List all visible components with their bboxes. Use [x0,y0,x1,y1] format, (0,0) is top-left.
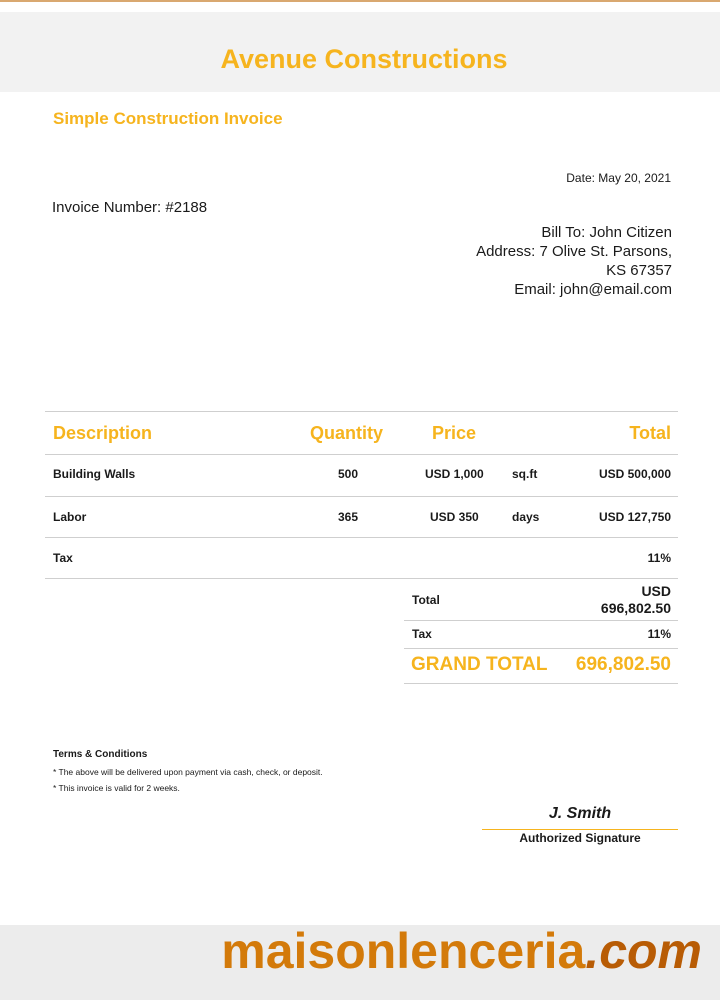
row-unit: days [512,510,540,524]
summary-rule [404,648,678,649]
invoice-date: Date: May 20, 2021 [566,171,671,185]
summary-total-label: Total [412,593,440,607]
summary-rule [404,683,678,684]
signature-name: J. Smith [548,805,612,822]
header-description: Description [53,423,153,443]
summary-tax-value: 11% [647,627,671,641]
row-description: Tax [53,551,73,565]
row-quantity: 500 [338,467,359,481]
summary-total-value: 696,802.50 [600,600,671,616]
bill-to-address-line1: Address: 7 Olive St. Parsons, [476,243,672,260]
row-price: USD 350 [430,510,479,524]
header-rule [45,454,678,455]
bill-to-block [476,223,672,299]
bill-to-address-line2: KS 67357 [606,262,672,279]
summary-rule [404,620,678,621]
bill-to-email: Email: john@email.com [514,281,672,298]
row-rule [45,496,678,497]
row-quantity: 365 [338,510,359,524]
row-total: 11% [647,551,671,565]
watermark-name: maisonlenceria [221,923,586,979]
header-quantity: Quantity [310,423,384,443]
row-description: Labor [53,510,87,524]
top-rule [0,0,720,2]
row-unit: sq.ft [512,467,538,481]
signature-label: Authorized Signature [519,831,641,845]
row-rule [45,537,678,538]
summary-total-currency: USD [641,583,671,599]
row-price: USD 1,000 [425,467,484,481]
row-total: USD 127,750 [598,510,671,524]
terms-line: * The above will be delivered upon payment via cash, check, or deposit. [53,767,323,777]
terms-line: * This invoice is valid for 2 weeks. [53,783,180,793]
terms-title: Terms & Conditions [53,749,148,760]
invoice-subtitle: Simple Construction Invoice [53,109,283,128]
row-rule [45,578,678,579]
header-price: Price [432,423,477,443]
watermark [221,922,702,980]
row-total: USD 500,000 [598,467,671,481]
summary-tax-label: Tax [412,627,432,641]
watermark-tld: .com [585,923,702,979]
signature-rule [482,829,678,830]
invoice-number: Invoice Number: #2188 [52,199,208,216]
grand-total-value: 696,802.50 [575,654,671,675]
bill-to-name: Bill To: John Citizen [541,224,672,241]
row-description: Building Walls [53,467,136,481]
header-total: Total [629,423,671,443]
company-name: Avenue Constructions [220,44,508,74]
table-top-rule [45,411,678,412]
grand-total-label: GRAND TOTAL [411,654,548,675]
